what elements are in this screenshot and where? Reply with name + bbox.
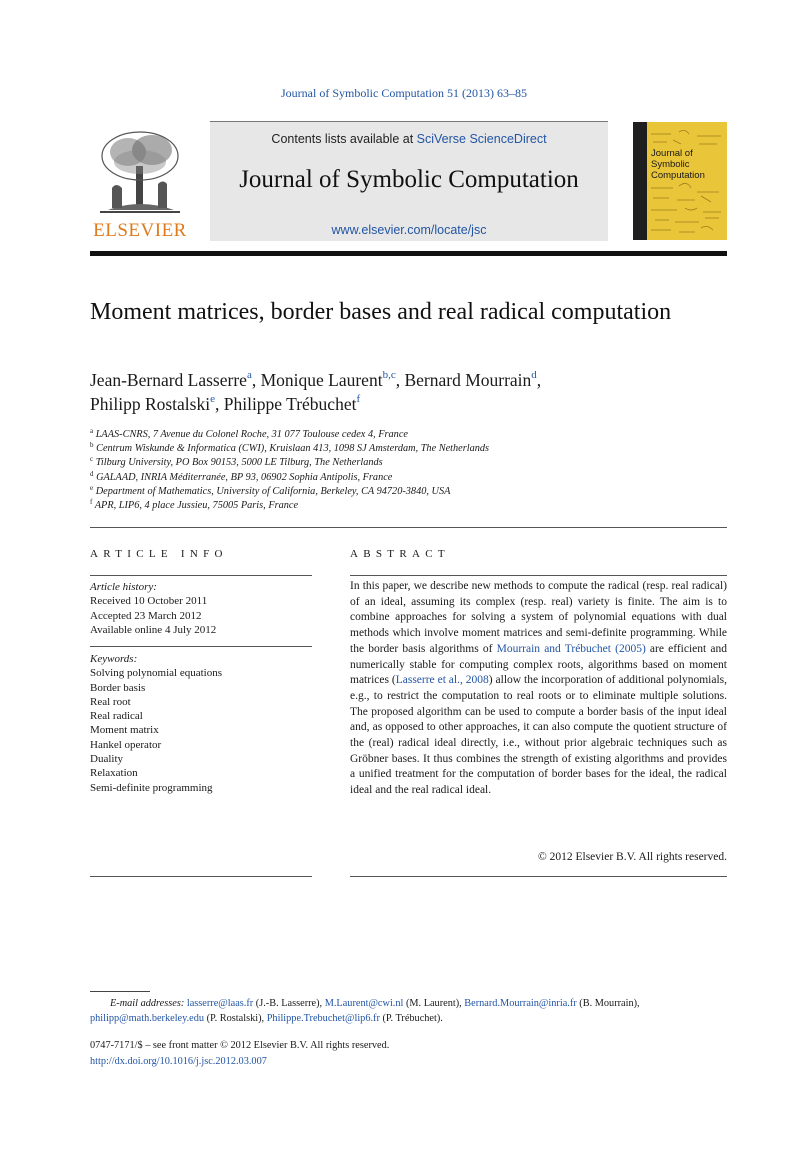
keyword-list (90, 652, 312, 795)
cover-formula-pattern-icon (649, 126, 725, 238)
issn-line: 0747-7171/$ – see front matter © 2012 Elsevier B.V. All rights reserved. (90, 1040, 390, 1051)
keyword: Moment matrix (90, 724, 159, 737)
elsevier-tree-icon (98, 128, 182, 216)
info-rule (90, 646, 312, 647)
email-footnote (90, 996, 730, 1026)
keyword: Duality (90, 753, 123, 766)
info-rule (90, 575, 312, 576)
author-separator: , (395, 370, 405, 390)
cover-title-line-1: Journal of (651, 148, 693, 159)
contents-line (210, 132, 608, 146)
reference-link[interactable]: Mourrain and Trébuchet (2005) (496, 642, 646, 655)
article-history (90, 580, 312, 637)
author-separator: , (214, 394, 224, 414)
affiliation-text: Department of Mathematics, University of California, Berkeley, CA 94720-3840, USA (95, 485, 451, 497)
abstract-text-1: In this paper, we describe new methods to compute the radical (resp. real radical) of an ideal, assuming its complex (resp. real) variety is finite. The aim is to combine approaches for solving a system of polynomial equations with dual methods which involve moment matrices and semi-definite programming. While the border basis algorithms of (350, 580, 727, 655)
author (224, 394, 360, 414)
cover-title-line-3: Computation (651, 170, 705, 181)
cover-dark-strip (633, 122, 647, 240)
keyword: Border basis (90, 681, 146, 694)
keywords-label: Keywords: (90, 653, 138, 665)
journal-citation[interactable]: Journal of Symbolic Computation 51 (2013) 63–85 (281, 86, 527, 100)
email-link[interactable]: lasserre@laas.fr (186, 998, 254, 1009)
affiliation-letter: b (90, 441, 94, 450)
sciencedirect-link[interactable]: SciVerse ScienceDirect (416, 132, 547, 146)
copyright-notice: © 2012 Elsevier B.V. All rights reserved. (538, 851, 727, 863)
affiliation-text: LAAS-CNRS, 7 Avenue du Colonel Roche, 31 077 Toulouse cedex 4, France (95, 429, 408, 440)
abstract-body (350, 579, 727, 799)
received-date: Received 10 October 2011 (90, 595, 208, 608)
section-divider (90, 527, 727, 528)
keyword: Relaxation (90, 767, 138, 780)
doi-link[interactable]: http://dx.doi.org/10.1016/j.jsc.2012.03.007 (90, 1055, 267, 1067)
journal-url-link[interactable]: www.elsevier.com/locate/jsc (331, 223, 487, 237)
footnote-rule (90, 991, 150, 992)
affiliation-item (90, 442, 730, 456)
contents-prefix: Contents lists available at (271, 132, 417, 146)
abstract-text-2: are efficient and numerically stable for computing complex roots, algorithms based on moment matrices ( (350, 642, 727, 687)
email-label: E-mail addresses: (110, 998, 185, 1009)
email-owner: (J.-B. Lasserre), (253, 998, 325, 1009)
affiliation-item (90, 485, 730, 499)
affiliation-letter: c (90, 455, 94, 464)
author-name: Monique Laurent (260, 370, 383, 390)
email-link[interactable]: Philippe.Trebuchet@lip6.fr (266, 1013, 380, 1024)
affiliation-mark[interactable]: a (246, 369, 252, 381)
keyword: Solving polynomial equations (90, 667, 222, 680)
cover-title-line-2: Symbolic (651, 159, 690, 170)
affiliation-text: APR, LIP6, 4 place Jussieu, 75005 Paris, France (94, 500, 299, 512)
author (90, 394, 224, 414)
author-list (90, 368, 730, 416)
history-label: Article history: (90, 581, 157, 593)
email-owner: (M. Laurent), (403, 998, 465, 1009)
email-link[interactable]: philipp@math.berkeley.edu (90, 1013, 205, 1024)
keyword: Real root (90, 695, 131, 708)
author (90, 370, 261, 390)
author-name: Jean-Bernard Lasserre (90, 370, 247, 390)
reference-link[interactable]: Lasserre et al., 2008 (395, 674, 489, 687)
affiliation-item (90, 499, 730, 513)
author-separator: , (536, 370, 542, 390)
cover-title (651, 148, 705, 181)
article-info-heading: ARTICLE INFO (90, 548, 228, 560)
affiliation-mark[interactable]: d (531, 369, 537, 381)
affiliation-text: Tilburg University, PO Box 90153, 5000 LE Tilburg, The Netherlands (95, 457, 383, 469)
affiliation-letter: f (90, 498, 93, 507)
journal-banner (210, 121, 608, 241)
affiliation-letter: d (90, 469, 94, 478)
email-owner: (B. Mourrain), (576, 998, 640, 1009)
affiliation-item (90, 471, 730, 485)
author-separator: , (251, 370, 261, 390)
author (404, 370, 541, 390)
journal-cover-image (633, 122, 727, 240)
journal-title: Journal of Symbolic Computation (239, 166, 579, 193)
author-name: Philippe Trébuchet (223, 394, 357, 414)
keyword: Hankel operator (90, 738, 162, 751)
info-rule (90, 876, 312, 877)
author-name: Philipp Rostalski (90, 394, 211, 414)
affiliation-text: Centrum Wiskunde & Informatica (CWI), Kruislaan 413, 1098 SJ Amsterdam, The Netherlands (96, 443, 490, 455)
email-link[interactable]: Bernard.Mourrain@inria.fr (464, 998, 577, 1009)
email-link[interactable]: M.Laurent@cwi.nl (324, 998, 404, 1009)
affiliation-mark[interactable]: b,c (382, 369, 396, 381)
abstract-text-3: ) allow the incorporation of additional polynomials, e.g., to restrict the computation to real roots or to eliminate multiple solutions. The proposed algorithm can be used to compute a border basis of the input ideal and, as opposed to other approaches, it can also compute the quotient structure of the (real) radical ideal directly, i.e., without prior algebraic techniques such as Gröbner bases. It thus combines the strength of existing algorithms and provides a unified treatment for the computation of border bases for the ideal, the radical ideal and the real radical ideal. (350, 674, 727, 797)
author-name: Bernard Mourrain (404, 370, 532, 390)
affiliation-list (90, 428, 730, 513)
accepted-date: Accepted 23 March 2012 (90, 609, 202, 622)
email-owner: (P. Rostalski), (204, 1013, 267, 1024)
header-rule (90, 251, 727, 256)
abstract-rule (350, 876, 727, 877)
article-title: Moment matrices, border bases and real radical computation (90, 299, 672, 325)
affiliation-mark[interactable]: f (356, 393, 361, 405)
affiliation-item (90, 428, 730, 442)
affiliation-mark[interactable]: e (210, 393, 215, 405)
front-matter (90, 1038, 730, 1069)
elsevier-wordmark: ELSEVIER (93, 220, 187, 241)
elsevier-logo (90, 128, 190, 243)
keyword: Real radical (90, 710, 143, 723)
affiliation-letter: e (90, 483, 94, 492)
abstract-heading: ABSTRACT (350, 548, 450, 560)
author (261, 370, 405, 390)
email-owner: (P. Trébuchet). (379, 1013, 443, 1024)
abstract-rule (350, 575, 727, 576)
keyword: Semi-definite programming (90, 781, 213, 794)
affiliation-item (90, 456, 730, 470)
affiliation-text: GALAAD, INRIA Méditerranée, BP 93, 06902 Sophia Antipolis, France (96, 471, 393, 483)
affiliation-letter: a (90, 427, 94, 435)
online-date: Available online 4 July 2012 (90, 623, 217, 636)
